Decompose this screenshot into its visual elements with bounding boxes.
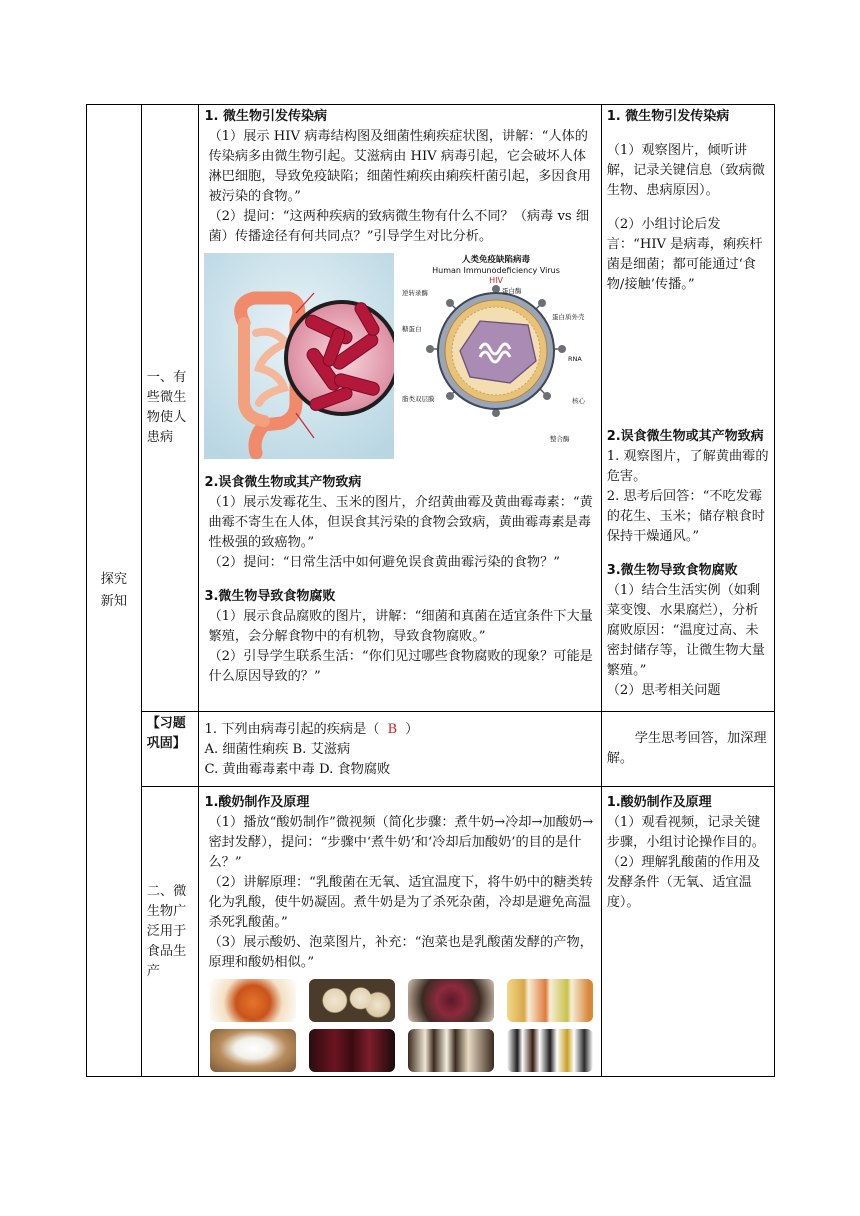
section-label: 探究新知 [100,571,128,609]
food-photo-pickle-jars [507,979,593,1022]
part2-student-s1-title: 1.酸奶制作及原理 [606,795,712,810]
exercise-label-cell [141,712,199,787]
hiv-en-title: Human Immunodeficiency Virus [432,266,561,275]
hiv-label-4: RNA [568,355,583,363]
part1-teacher-cell [199,105,601,712]
part1-s2-p1: （1）展示发霉花生、玉米的图片，介绍黄曲霉及黄曲霉毒素：“黄曲霉不寄生在人体，但误食其污染的食物会致病，黄曲霉毒素是毒性极强的致癌物。” [208,495,593,550]
part1-s3-p1: （1）展示食品腐败的图片，讲解：“细菌和真菌在适宜条件下大量繁殖，会分解食物中的有机物，导致食物腐败。” [208,609,593,644]
exercise-row [87,712,775,787]
part1-student-cell [601,105,774,712]
part1-student-s3-p2: （2）思考相关问题 [606,683,721,698]
hiv-label-6: 核心 [572,397,586,405]
food-photo-yogurt [210,1029,296,1072]
part1-label-cell [141,105,199,712]
exercise-student: 学生思考回答，加深理解。 [606,731,767,766]
part1-student-s1-p1: （1）观察图片，倾听讲解，记录关键信息（致病微生物、患病原因）。 [606,143,765,198]
part1-student-s3-p1: （1）结合生活实例（如剩菜变馊、水果腐烂），分析腐败原因：“温度过高、未密封储存等，让微生物大量繁殖。” [606,583,765,678]
hiv-particle [426,285,566,417]
exercise-student-cell [601,712,774,787]
part1-student-s2-p1: 1. 观察图片，了解黄曲霉的危害。 [606,449,769,484]
part2-label-cell [141,787,199,1077]
hiv-label-0: 逆转录酶 [402,289,429,297]
part1-student-s2-p2: 2. 思考后回答：“不吃发霉的花生、玉米；储存粮食时保持干燥通风。” [606,489,765,544]
food-photo-steamed-buns [309,979,395,1022]
part2-student-cell [601,787,774,1077]
part2-p1: （1）播放“酸奶制作”微视频（简化步骤：煮牛奶→冷却→加酸奶→密封发酵），提问：“步骤中‘煮牛奶’和‘冷却后加酸奶’的目的是什么？” [208,815,594,870]
part2-label: 二、微生物广泛用于食品生产 [146,883,187,979]
food-photo-red-wine [309,1029,395,1072]
dysentery-figure [204,253,394,459]
hiv-label-2: 蛋白质外壳 [552,313,585,321]
exercise-label: 【习题巩固】 [146,716,186,751]
hiv-abbr: HIV [489,276,504,285]
part1-student-s2-title: 2.误食微生物或其产物致病 [606,429,764,444]
part2-p2: （2）讲解原理：“乳酸菌在无氧、适宜温度下，将牛奶中的糖类转化为乳酸，使牛奶凝固。煮牛奶是为了杀死杂菌，冷却是避免高温杀死乳酸菌。” [208,875,593,930]
hiv-label-7: 整合酶 [550,435,570,443]
part1-s1-title: 1. 微生物引发传染病 [204,109,327,124]
lesson-plan-table [86,104,775,1077]
exercise-question-prefix: 1. 下列由病毒引起的疾病是（ [204,722,380,737]
hiv-structure-figure [400,253,592,459]
hiv-label-5: 脂类双层膜 [402,395,435,403]
hiv-label-3: 糖蛋白 [402,325,422,333]
part2-p3: （3）展示酸奶、泡菜图片，补充：“泡菜也是乳酸菌发酵的产物，原理和酸奶相似。” [208,935,593,970]
part2-teacher-cell [199,787,601,1077]
part1-s3-title: 3.微生物导致食物腐败 [204,589,336,604]
part1-s3-p2: （2）引导学生联系生活：“你们见过哪些食物腐败的现象？可能是什么原因导致的？” [208,649,593,684]
exercise-answer: B [387,722,398,737]
food-photo-rice-wine-dish [408,979,494,1022]
part2-student-p1: （1）观看视频，记录关键步骤，小组讨论操作目的。 [606,815,765,850]
part1-student-s3-title: 3.微生物导致食物腐败 [606,563,738,578]
exercise-question-suffix: ） [405,722,419,737]
part1-student-s1-p2: （2）小组讨论后发言：“HIV 是病毒，痢疾杆菌是细菌；都可能通过‘食物/接触’传播。” [606,217,763,292]
part1-s1-p2: （2）提问：“这两种疾病的致病微生物有什么不同？（病毒 vs 细菌）传播途径有何共同点？”引导学生对比分析。 [208,209,590,244]
part2-student-p2: （2）理解乳酸菌的作用及发酵条件（无氧、适宜温度）。 [606,855,761,910]
food-photo-liquor-bottles [408,1029,494,1072]
disease-figures [204,253,595,459]
part2-s1-title: 1.酸奶制作及原理 [204,795,310,810]
food-photo-grid [210,979,595,1072]
food-photo-soy-sauce-bottles [507,1029,593,1072]
hiv-label-1: 蛋白酶 [502,287,522,295]
part1-s2-title: 2.误食微生物或其产物致病 [204,475,362,490]
section-label-cell [87,105,142,1077]
part1-student-s1-title: 1. 微生物引发传染病 [606,109,730,124]
exercise-question-cell [199,712,601,787]
part1-s1-p1: （1）展示 HIV 病毒结构图及细菌性痢疾症状图，讲解：“人体的传染病多由微生物引起。艾滋病由 HIV 病毒引起，它会破坏人体淋巴细胞，导致免疫缺陷；细菌性痢疾由痢疾杆菌引起，多因食用被污染的食物。” [208,129,591,204]
part1-row [87,105,775,712]
exercise-options-line2: C. 黄曲霉毒素中毒 D. 食物腐败 [204,762,391,777]
exercise-options-line1: A. 细菌性痢疾 B. 艾滋病 [204,742,351,757]
part1-s2-p2: （2）提问：“日常生活中如何避免误食黄曲霉污染的食物？” [208,555,561,570]
part1-label: 一、有些微生物使人患病 [146,370,187,445]
hiv-cn-title: 人类免疫缺陷病毒 [462,255,531,265]
food-photo-fermented-tofu [210,979,296,1022]
part2-row [87,787,775,1077]
